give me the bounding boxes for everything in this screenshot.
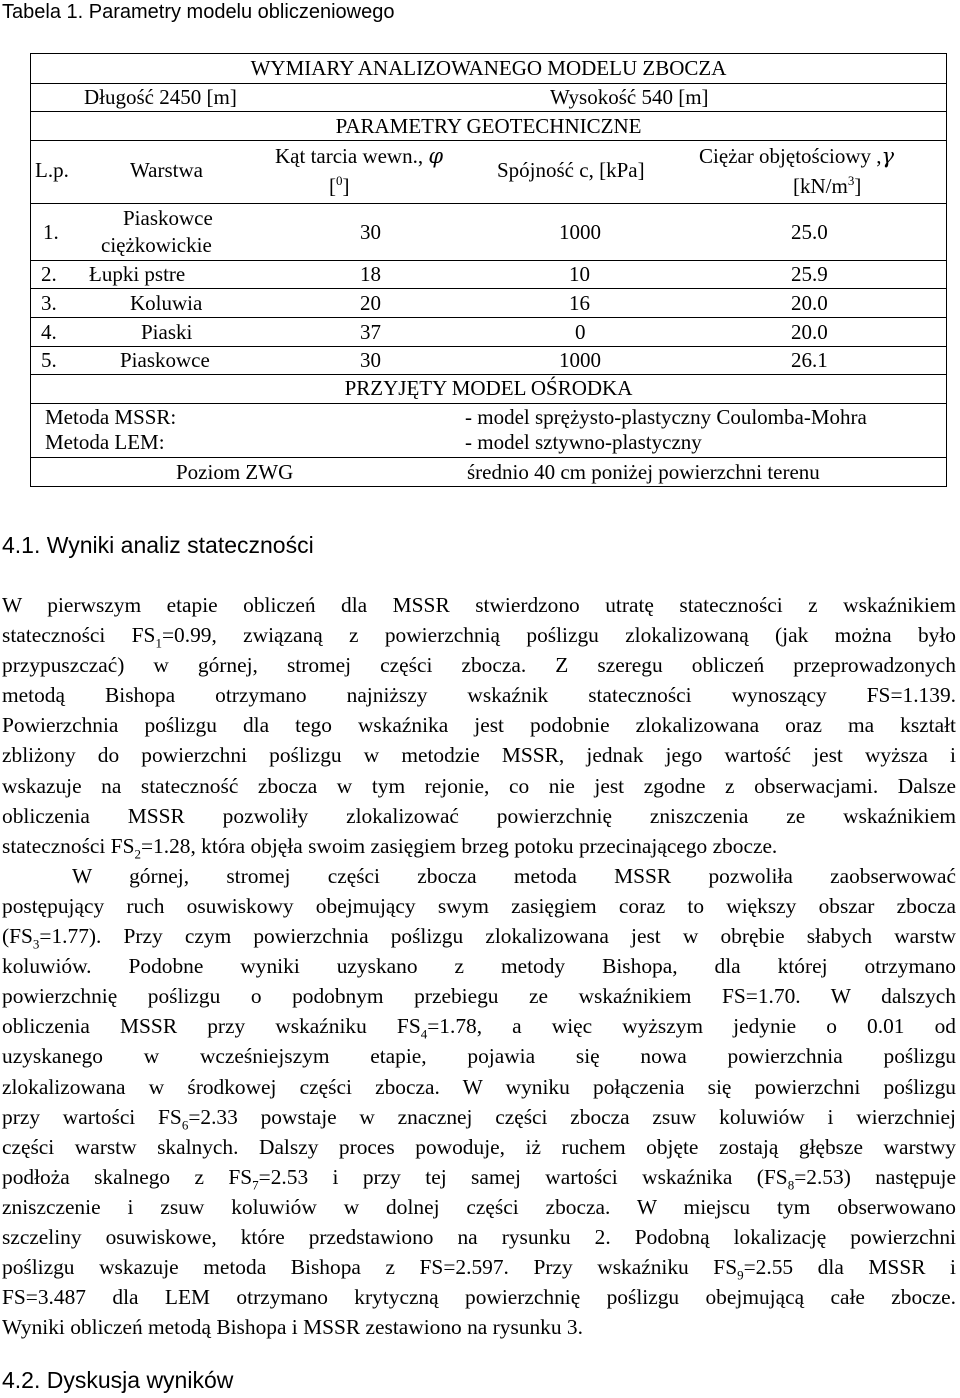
row-4-layer: Piaski [141, 320, 193, 344]
col-header-friction: Kąt tarcia wewn., φ [275, 144, 444, 168]
row-3-weight: 20.0 [791, 291, 828, 315]
table-rule [31, 83, 946, 84]
row-4-weight: 20.0 [791, 320, 828, 344]
col-header-layer: Warstwa [130, 158, 203, 182]
row-1-lp: 1. [43, 220, 59, 244]
row-4-cohesion: 0 [575, 320, 586, 344]
text-line: postępujący ruch osuwiskowy obejmujący swym zasięgiem coraz to większy obszar zbocza [2, 893, 956, 918]
section-heading-4-1: 4.1. Wyniki analiz stateczności [2, 532, 314, 558]
row-1-layer-line1: Piaskowce [123, 206, 213, 230]
row-5-friction: 30 [360, 348, 381, 372]
row-2-layer: Łupki pstre [89, 262, 186, 286]
text-line: W górnej, stromej części zbocza metoda MSSR pozwoliła zaobserwować [72, 863, 956, 888]
table-rule [31, 288, 946, 289]
row-3-cohesion: 16 [569, 291, 590, 315]
parameters-table [30, 53, 947, 487]
text-line: uzyskanego w wcześniejszym etapie, pojawia się nowa powierzchnia poślizgu [2, 1044, 956, 1069]
table-rule [31, 457, 946, 458]
row-1-weight: 25.0 [791, 220, 828, 244]
model-height: Wysokość 540 [m] [550, 85, 709, 109]
text-line: W pierwszym etapie obliczeń dla MSSR stwierdzono utratę stateczności z wskaźnikiem [2, 593, 956, 617]
row-2-friction: 18 [360, 262, 381, 286]
table-rule [31, 140, 946, 141]
text-line: stateczności $FS_1=0.99$, związaną z powierzchnią poślizgu zlokalizowaną (jak można było [2, 623, 956, 651]
row-3-layer: Koluwia [130, 291, 203, 315]
row-5-layer: Piaskowce [120, 348, 210, 372]
text-line: wskazuje na stateczność zbocza w tym rejonie, co nie jest zgodne z obserwacjami. Dalsze [2, 773, 956, 798]
text-line: zniszczenie i zsuw koluwiów w dolnej części zbocza. W miejscu tym obserwowano [2, 1194, 956, 1219]
row-4-lp: 4. [41, 320, 57, 344]
section-dimensions-title: WYMIARY ANALIZOWANEGO MODELU ZBOCZA [250, 56, 727, 80]
paragraph-1 [2, 590, 956, 861]
table-caption: Tabela 1. Parametry modelu obliczeniowego [2, 1, 395, 23]
table-rule [31, 403, 946, 404]
row-2-weight: 25.9 [791, 262, 828, 286]
section-geotech-title: PARAMETRY GEOTECHNICZNE [335, 114, 642, 138]
row-2-lp: 2. [41, 262, 57, 286]
col-header-weight: Ciężar objętościowy ,γ [699, 144, 895, 168]
zwg-label: Poziom ZWG [176, 460, 294, 484]
mssr-label: Metoda MSSR: [45, 405, 177, 429]
row-4-friction: 37 [360, 320, 381, 344]
col-header-friction-unit: [$^0$] [329, 173, 350, 198]
row-5-cohesion: 1000 [559, 348, 601, 372]
paragraph-2 [2, 861, 956, 1343]
table-rule [31, 346, 946, 347]
row-2-cohesion: 10 [569, 262, 590, 286]
table-rule [31, 111, 946, 112]
text-line: FS=3.487 dla LEM otrzymano krytyczną powierzchnię poślizgu obejmującą całe zbocze. [2, 1285, 956, 1310]
col-header-lp: L.p. [35, 158, 69, 182]
lem-value: - model sztywno-plastyczny [465, 430, 702, 454]
table-rule [31, 317, 946, 318]
table-rule [31, 260, 946, 261]
text-line: stateczności $FS_2=1.28$, która objęła swoim zasięgiem brzeg potoku przecinającego zbocze. [2, 833, 778, 862]
text-line: zbliżony do powierzchni poślizgu w metodzie MSSR, jednak jego wartość jest wyższa i [2, 743, 956, 768]
row-3-friction: 20 [360, 291, 381, 315]
text-line: obliczenia MSSR przy wskaźniku $FS_4=1.78$, a więc wyższym jedynie o 0.01 od [2, 1014, 956, 1042]
text-line: obliczenia MSSR pozwoliły zlokalizować powierzchnię zniszczenia ze wskaźnikiem [2, 803, 956, 828]
row-1-cohesion: 1000 [559, 220, 601, 244]
text-line: powierzchnię poślizgu o podobnym przebiegu ze wskaźnikiem FS=1.70. W dalszych [2, 984, 956, 1009]
lem-label: Metoda LEM: [45, 430, 165, 454]
col-header-cohesion: Spójność c, [kPa] [497, 158, 645, 182]
section-model-title: PRZYJĘTY MODEL OŚRODKA [344, 376, 633, 400]
row-1-friction: 30 [360, 220, 381, 244]
table-rule [31, 374, 946, 375]
text-line: przy wartości $FS_6=2.33$ powstaje w znacznej części zbocza zsuw koluwiów i wierzchniej [2, 1104, 956, 1132]
row-1-layer-line2: ciężkowickie [101, 233, 212, 257]
text-line: koluwiów. Podobne wyniki uzyskano z metody Bishopa, dla której otrzymano [2, 954, 956, 979]
mssr-value: - model sprężysto-plastyczny Coulomba-Mohra [465, 405, 867, 429]
text-line: poślizgu wskazuje metoda Bishopa z FS=2.597. Przy wskaźniku $FS_9=2.55$ dla MSSR i [2, 1255, 956, 1283]
row-5-weight: 26.1 [791, 348, 828, 372]
text-line: Powierzchnia poślizgu dla tego wskaźnika jest podobnie zlokalizowana oraz ma kształt [2, 713, 956, 738]
text-line: zlokalizowana w środkowej części zbocza. W wyniku połączenia się powierzchni poślizgu [2, 1074, 956, 1099]
text-line: części warstw skalnych. Dalszy proces powoduje, iż ruchem objęte zostają głębsze warstwy [2, 1134, 956, 1159]
table-rule [31, 203, 946, 204]
text-line: szczeliny osuwiskowe, które przedstawiono na rysunku 2. Podobną lokalizację powierzchni [2, 1224, 956, 1249]
text-line: Wyniki obliczeń metodą Bishopa i MSSR zestawiono na rysunku 3. [2, 1315, 583, 1340]
text-line: $(FS_3=1.77)$. Przy czym powierzchnia poślizgu zlokalizowana jest w obrębie słabych warstw [2, 924, 956, 952]
zwg-value: średnio 40 cm poniżej powierzchni terenu [467, 460, 820, 484]
text-line: podłoża skalnego z $FS_7=2.53$ i przy tej samej wartości wskaźnika $(FS_8=2.53)$ następuje [2, 1164, 956, 1193]
row-5-lp: 5. [41, 348, 57, 372]
section-heading-4-2: 4.2. Dyskusja wyników [2, 1367, 234, 1393]
col-header-weight-unit: $[kN/m^3]$ [793, 173, 862, 198]
row-3-lp: 3. [41, 291, 57, 315]
body-text [2, 590, 956, 1342]
model-length: Długość 2450 [m] [84, 85, 237, 109]
text-line: przypuszczać) w górnej, stromej części zbocza. Z szeregu obliczeń przeprowadzonych [2, 653, 956, 678]
text-line: metodą Bishopa otrzymano najniższy wskaźnik stateczności wynoszący FS=1.139. [2, 683, 956, 708]
